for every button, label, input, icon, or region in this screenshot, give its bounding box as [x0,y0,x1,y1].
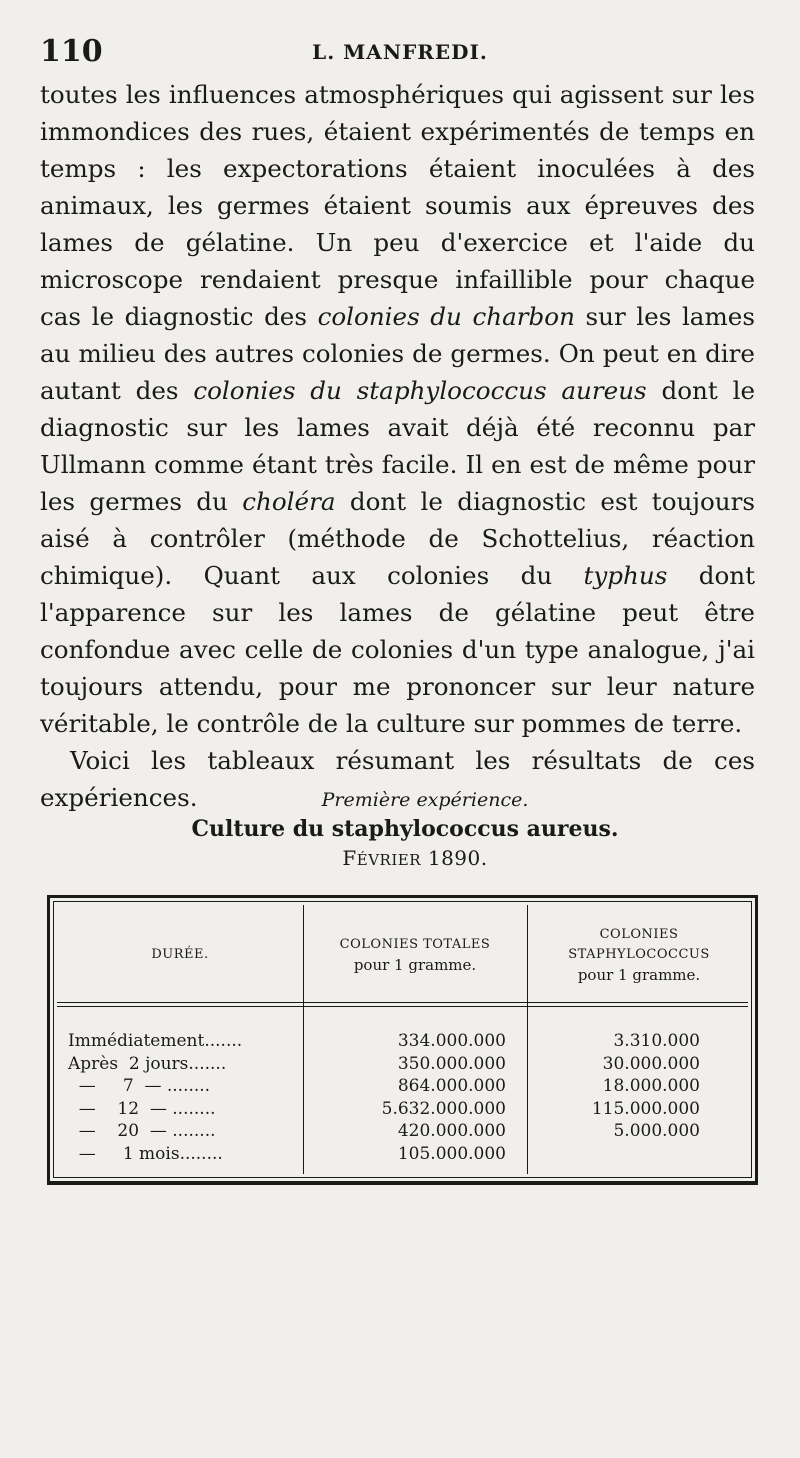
italic-run: choléra [242,487,336,516]
text-run: dont le diagnostic est toujours aisé à contrôler (méthode de Schottelius, réaction chimique). Quant aux colonies du [40,487,755,590]
header-rule [57,1002,748,1007]
italic-run: colonies du charbon [317,302,575,331]
header-staph-colonies [530,912,748,998]
table-row [50,1143,755,1166]
table-heading [40,786,760,874]
cell-duration: — 20 — ........ [68,1121,216,1141]
table-row [50,1075,755,1098]
header-total-line1: COLONIES TOTALES [339,937,491,952]
cell-duration: — 12 — ........ [68,1098,216,1119]
header-total-colonies [306,912,524,998]
table-row [50,1030,755,1053]
date-initial: F [342,846,357,870]
header-total-line2: pour 1 gramme. [353,956,477,974]
cell-total: 334.000.000 [397,1031,506,1051]
italic-run: typhus [583,561,668,590]
cell-total: 5.632.000.000 [381,1098,506,1119]
table-date [70,844,760,874]
table-row [50,1120,755,1143]
text-run: sur les lames au milieu des autres colonies de germes. On peut en dire autant des [40,302,755,405]
results-table [47,895,758,1185]
header-staph-line2: STAPHYLOCOCCUS [568,947,710,962]
cell-total: 350.000.000 [397,1053,506,1074]
cell-staph: 115.000.000 [591,1098,700,1119]
text-run: dont l'apparence sur les lames de gélatine peut être confondue avec celle de colonies d'un type analogue, j'ai toujours attendu, pour me prononcer sur leur nature véritable, le contrôle de la culture sur pommes de terre. [40,561,755,738]
cell-total: 105.000.000 [397,1143,506,1164]
cell-staph: 18.000.000 [602,1076,700,1096]
cell-total: 420.000.000 [397,1121,506,1141]
table-row [50,1098,755,1121]
header-duration [60,912,300,998]
running-head: L. MANFREDI. [312,40,488,64]
date-month-rest: ÉVRIER [356,851,421,869]
text-run: toutes les influences atmosphériques qui agissent sur les immondices des rues, étaient expérimentés de temps en temps : les expectorations étaient inoculées à des animaux, les germes étaient soumis aux épreuves des lames de gélatine. Un peu d'exercice et l'aide du microscope rendaient presque infaillible pour chaque cas le diagnostic des [40,80,755,331]
date-year: 1890. [427,846,488,870]
paragraph-1 [40,76,755,742]
header-duration-label: DURÉE. [151,947,209,962]
page-number: 110 [40,34,103,69]
cell-staph: 5.000.000 [613,1121,700,1141]
text-run: dont le diagnostic sur les lames avait déjà été reconnu par Ullmann comme étant très facile. Il en est de même pour les germes du [40,376,755,516]
table-subtitle: Première expérience. [321,789,529,811]
cell-staph: 3.310.000 [613,1031,700,1051]
cell-total: 864.000.000 [397,1076,506,1096]
table-title: Culture du staphylococcus aureus. [191,816,619,842]
cell-duration: — 7 — ........ [68,1076,211,1096]
cell-duration: Immédiatement....... [68,1031,243,1051]
body-text [40,76,755,816]
italic-run: colonies du staphylococcus aureus [193,376,647,405]
page-header [40,30,760,70]
paragraph-2: Voici les tableaux résumant les résultats de ces expériences. [40,746,755,812]
header-staph-line1: COLONIES [599,927,679,942]
cell-duration: — 1 mois........ [68,1143,223,1164]
header-staph-line3: pour 1 gramme. [577,966,701,984]
table-body [50,1030,755,1165]
cell-staph: 30.000.000 [602,1053,700,1074]
cell-duration: Après 2 jours....... [68,1053,227,1074]
table-row [50,1053,755,1076]
